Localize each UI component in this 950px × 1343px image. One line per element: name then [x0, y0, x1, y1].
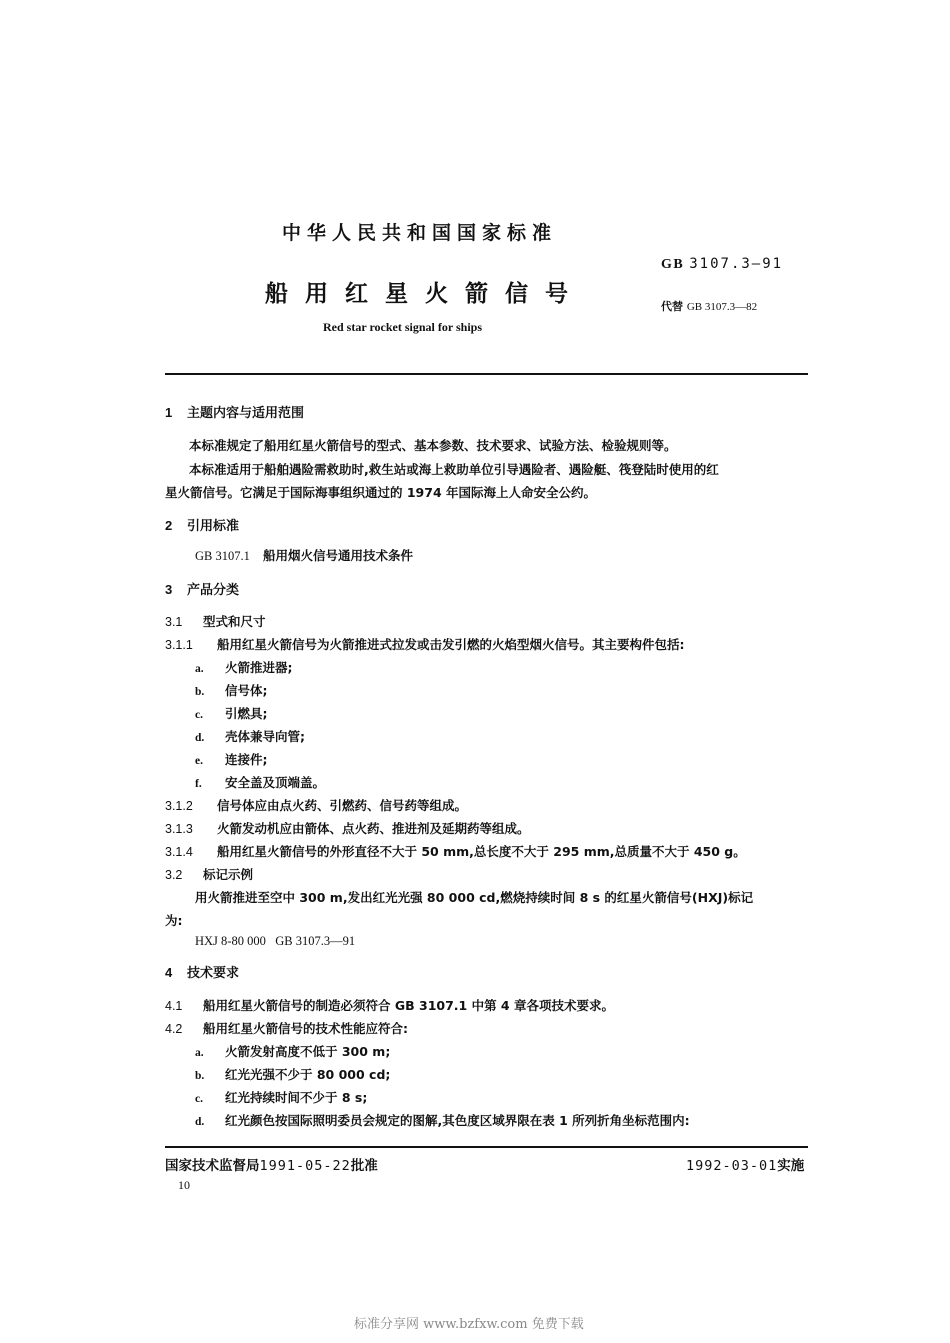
- item-letter: c.: [195, 709, 203, 721]
- clause-title: 标记示例: [203, 867, 254, 882]
- clause-number: 4.2: [165, 1022, 183, 1036]
- list-item: [195, 773, 325, 791]
- standard-code: [661, 256, 783, 273]
- reference-title: 船用烟火信号通用技术条件: [262, 548, 413, 563]
- approval-info: [165, 1154, 378, 1174]
- item-text: 火箭推进器;: [225, 660, 293, 675]
- clause-4-2: [165, 1019, 408, 1037]
- marking-example-code: HXJ 8-80 000 GB 3107.3—91: [195, 934, 356, 948]
- section-1-paragraph-2-line-2: 星火箭信号。它满足于国际海事组织通过的 1974 年国际海上人命安全公约。: [165, 485, 596, 500]
- clause-3-1-1: [165, 635, 685, 653]
- reference-code: GB 3107.1: [195, 549, 250, 563]
- item-text: 连接件;: [225, 752, 268, 767]
- replaces-note: [661, 298, 757, 314]
- standard-category-title: 中华人民共和国国家标准: [282, 222, 558, 244]
- section-1-heading: [165, 402, 304, 421]
- section-number: 4: [165, 965, 173, 980]
- item-letter: b.: [195, 686, 205, 698]
- section-3-heading: [165, 579, 239, 598]
- list-item: [195, 1088, 367, 1106]
- clause-4-1: [165, 996, 614, 1014]
- watermark: 标准分享网 www.bzfxw.com 免费下载: [354, 1317, 584, 1332]
- item-text: 红光光强不少于 80 000 cd;: [225, 1067, 391, 1082]
- standard-code-prefix: GB: [661, 257, 685, 272]
- marking-example-line-1: 用火箭推进至空中 300 m,发出红光光强 80 000 cd,燃烧持续时间 8 s 的红星火箭信号(HXJ)标记: [195, 890, 754, 905]
- list-item: [195, 1042, 390, 1060]
- item-letter: a.: [195, 663, 204, 675]
- clause-number: 4.1: [165, 999, 183, 1013]
- clause-text: 火箭发动机应由箭体、点火药、推进剂及延期药等组成。: [217, 821, 530, 836]
- replaces-label: 代替: [661, 300, 683, 313]
- clause-number: 3.1.2: [165, 799, 193, 813]
- approval-label: 批准: [350, 1158, 378, 1174]
- clause-title: 型式和尺寸: [203, 614, 266, 629]
- section-1-paragraph-1: 本标准规定了船用红星火箭信号的型式、基本参数、技术要求、试验方法、检验规则等。: [189, 438, 677, 453]
- effective-info: [686, 1154, 804, 1174]
- clause-number: 3.1.3: [165, 822, 193, 836]
- clause-text: 船用红星火箭信号的技术性能应符合:: [203, 1021, 408, 1036]
- list-item: [195, 750, 268, 768]
- document-title-english: Red star rocket signal for ships: [323, 320, 483, 334]
- list-item: [195, 658, 293, 676]
- approval-date: 1991-05-22: [259, 1158, 351, 1174]
- item-letter: c.: [195, 1093, 203, 1105]
- item-text: 火箭发射高度不低于 300 m;: [225, 1044, 391, 1059]
- page-number: 10: [178, 1178, 190, 1192]
- item-letter: d.: [195, 1116, 205, 1128]
- footer-divider: [165, 1146, 808, 1148]
- list-item: [195, 727, 305, 745]
- item-text: 壳体兼导向管;: [225, 729, 305, 744]
- header-divider: [165, 373, 808, 375]
- item-text: 红光持续时间不少于 8 s;: [225, 1090, 368, 1105]
- item-letter: d.: [195, 732, 205, 744]
- section-number: 3: [165, 582, 173, 597]
- marking-example-line-2: 为:: [165, 913, 183, 928]
- clause-3-1-4: [165, 842, 746, 860]
- section-title: 主题内容与适用范围: [187, 406, 305, 421]
- section-4-heading: [165, 962, 239, 981]
- replaces-code: GB 3107.3—82: [686, 301, 758, 313]
- clause-text: 船用红星火箭信号的外形直径不大于 50 mm,总长度不大于 295 mm,总质量不大于 450 g。: [217, 844, 746, 859]
- approval-authority: 国家技术监督局: [165, 1158, 260, 1174]
- document-title-chinese: 船用红星火箭信号: [265, 281, 585, 307]
- item-text: 引燃具;: [225, 706, 268, 721]
- list-item: [195, 1111, 690, 1129]
- list-item: [195, 681, 268, 699]
- item-text: 信号体;: [225, 683, 268, 698]
- item-letter: a.: [195, 1047, 204, 1059]
- item-letter: e.: [195, 755, 203, 767]
- clause-text: 船用红星火箭信号为火箭推进式拉发或击发引燃的火焰型烟火信号。其主要构件包括:: [217, 637, 685, 652]
- clause-3-1: [165, 612, 266, 630]
- item-text: 红光颜色按国际照明委员会规定的图解,其色度区域界限在表 1 所列折角坐标范围内:: [225, 1113, 690, 1128]
- item-text: 安全盖及顶端盖。: [225, 775, 326, 790]
- effective-date: 1992-03-01: [686, 1158, 778, 1174]
- clause-text: 船用红星火箭信号的制造必须符合 GB 3107.1 中第 4 章各项技术要求。: [203, 998, 614, 1013]
- effective-label: 实施: [777, 1158, 805, 1174]
- section-number: 2: [165, 518, 173, 533]
- clause-number: 3.2: [165, 868, 183, 882]
- section-title: 引用标准: [187, 519, 240, 534]
- clause-3-1-2: [165, 796, 467, 814]
- list-item: [195, 1065, 390, 1083]
- clause-number: 3.1.1: [165, 638, 193, 652]
- section-1-paragraph-2-line-1: 本标准适用于船舶遇险需救助时,救生站或海上救助单位引导遇险者、遇险艇、筏登陆时使用的红: [189, 462, 719, 477]
- section-number: 1: [165, 405, 173, 420]
- section-title: 技术要求: [187, 966, 240, 981]
- section-title: 产品分类: [187, 583, 240, 598]
- normative-reference: [195, 546, 413, 564]
- clause-3-2: [165, 865, 253, 883]
- item-letter: b.: [195, 1070, 205, 1082]
- clause-number: 3.1: [165, 615, 183, 629]
- clause-text: 信号体应由点火药、引燃药、信号药等组成。: [217, 798, 468, 813]
- standard-code-number: 3107.3—91: [689, 256, 784, 272]
- clause-number: 3.1.4: [165, 845, 193, 859]
- item-letter: f.: [195, 778, 202, 790]
- clause-3-1-3: [165, 819, 530, 837]
- section-2-heading: [165, 515, 239, 534]
- list-item: [195, 704, 268, 722]
